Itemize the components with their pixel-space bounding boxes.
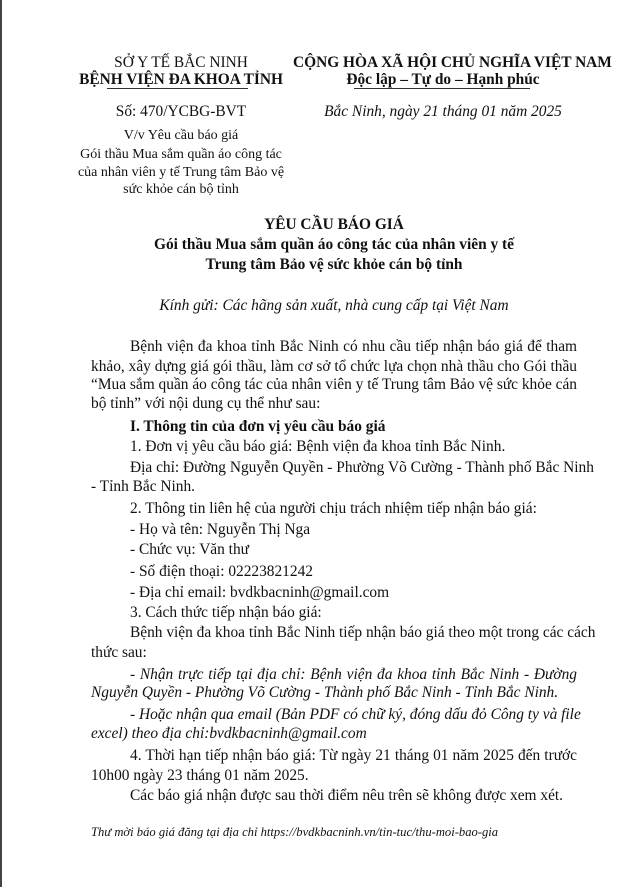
org-underline (107, 88, 248, 89)
method-email-line: excel) theo địa chỉ:bvdkbacninh@gmail.com (91, 725, 367, 742)
motto: Độc lập – Tự do – Hạnh phúc (346, 71, 540, 88)
recipient: Kính gửi: Các hãng sản xuất, nhà cung cấp tại Việt Nam (159, 297, 509, 314)
item-1: 1. Đơn vị yêu cầu báo giá: Bệnh viện đa khoa tỉnh Bắc Ninh. (130, 438, 506, 455)
method-intro-line: thức sau: (91, 644, 147, 661)
country-name: CỘNG HÒA XÃ HỘI CHỦ NGHĨA VIỆT NAM (293, 54, 612, 71)
subject-line: sức khỏe cán bộ tỉnh (123, 182, 239, 197)
address-line: Địa chỉ: Đường Nguyễn Quyền - Phường Võ Cường - Thành phố Bắc Ninh (130, 459, 594, 476)
method-intro-line: Bệnh viện đa khoa tỉnh Bắc Ninh tiếp nhận báo giá theo một trong các cách (130, 624, 596, 641)
page-edge (0, 0, 2, 887)
method-direct-line: Nguyễn Quyền - Phường Võ Cường - Thành phố Bắc Ninh - Tỉnh Bắc Ninh. (91, 684, 559, 701)
intro-line: bộ tỉnh” với nội dung cụ thể như sau: (91, 395, 321, 412)
intro-line: khảo, xây dựng giá gói thầu, làm cơ sở tổ chức lựa chọn nhà thầu cho Gói thầu (91, 358, 577, 375)
footer-note: Thư mời báo giá đăng tại địa chỉ https://bvdkbacninh.vn/tin-tuc/thu-moi-bao-gia (91, 825, 499, 839)
subject-line: V/v Yêu cầu báo giá (123, 128, 239, 143)
place-date: Bắc Ninh, ngày 21 tháng 01 năm 2025 (324, 103, 562, 120)
subject-line: Gói thầu Mua sắm quần áo công tác (80, 147, 282, 162)
item-2: 2. Thông tin liên hệ của người chịu trách nhiệm tiếp nhận báo giá: (130, 500, 537, 517)
intro-line: “Mua sắm quần áo công tác của nhân viên y tế Trung tâm Bảo vệ sức khỏe cán (91, 376, 577, 393)
address-line: - Tỉnh Bắc Ninh. (91, 478, 196, 495)
item-3: 3. Cách thức tiếp nhận báo giá: (130, 604, 322, 621)
document-subtitle: Gói thầu Mua sắm quần áo công tác của nhân viên y tế (153, 236, 514, 253)
contact-name: - Họ và tên: Nguyễn Thị Nga (130, 521, 311, 538)
contact-email: - Địa chỉ email: bvdkbacninh@gmail.com (130, 584, 390, 601)
doc-number: Số: 470/YCBG-BVT (115, 103, 247, 120)
org-name: BỆNH VIỆN ĐA KHOA TỈNH (79, 71, 283, 88)
subject-line: của nhân viên y tế Trung tâm Bảo vệ (77, 165, 285, 180)
item-4-line: 4. Thời hạn tiếp nhận báo giá: Từ ngày 21 tháng 01 năm 2025 đến trước (130, 747, 577, 764)
intro-line: Bệnh viện đa khoa tỉnh Bắc Ninh có nhu cầu tiếp nhận báo giá để tham (130, 338, 577, 355)
org-parent: SỞ Y TẾ BẮC NINH (114, 54, 248, 71)
late-note: Các báo giá nhận được sau thời điểm nêu trên sẽ không được xem xét. (130, 787, 564, 804)
method-email-line: - Hoặc nhận qua email (Bản PDF có chữ ký, đóng dấu đỏ Công ty và file (130, 706, 581, 723)
method-direct-line: - Nhận trực tiếp tại địa chỉ: Bệnh viện đa khoa tỉnh Bắc Ninh - Đường (130, 666, 577, 683)
document-subtitle: Trung tâm Bảo vệ sức khỏe cán bộ tỉnh (205, 256, 463, 273)
section-heading: I. Thông tin của đơn vị yêu cầu báo giá (130, 418, 386, 435)
contact-phone: - Số điện thoại: 02223821242 (130, 563, 313, 580)
document-title: YÊU CẦU BÁO GIÁ (264, 216, 404, 233)
motto-underline (354, 88, 530, 89)
contact-title: - Chức vụ: Văn thư (130, 541, 249, 558)
item-4-line: 10h00 ngày 23 tháng 01 năm 2025. (91, 767, 309, 784)
